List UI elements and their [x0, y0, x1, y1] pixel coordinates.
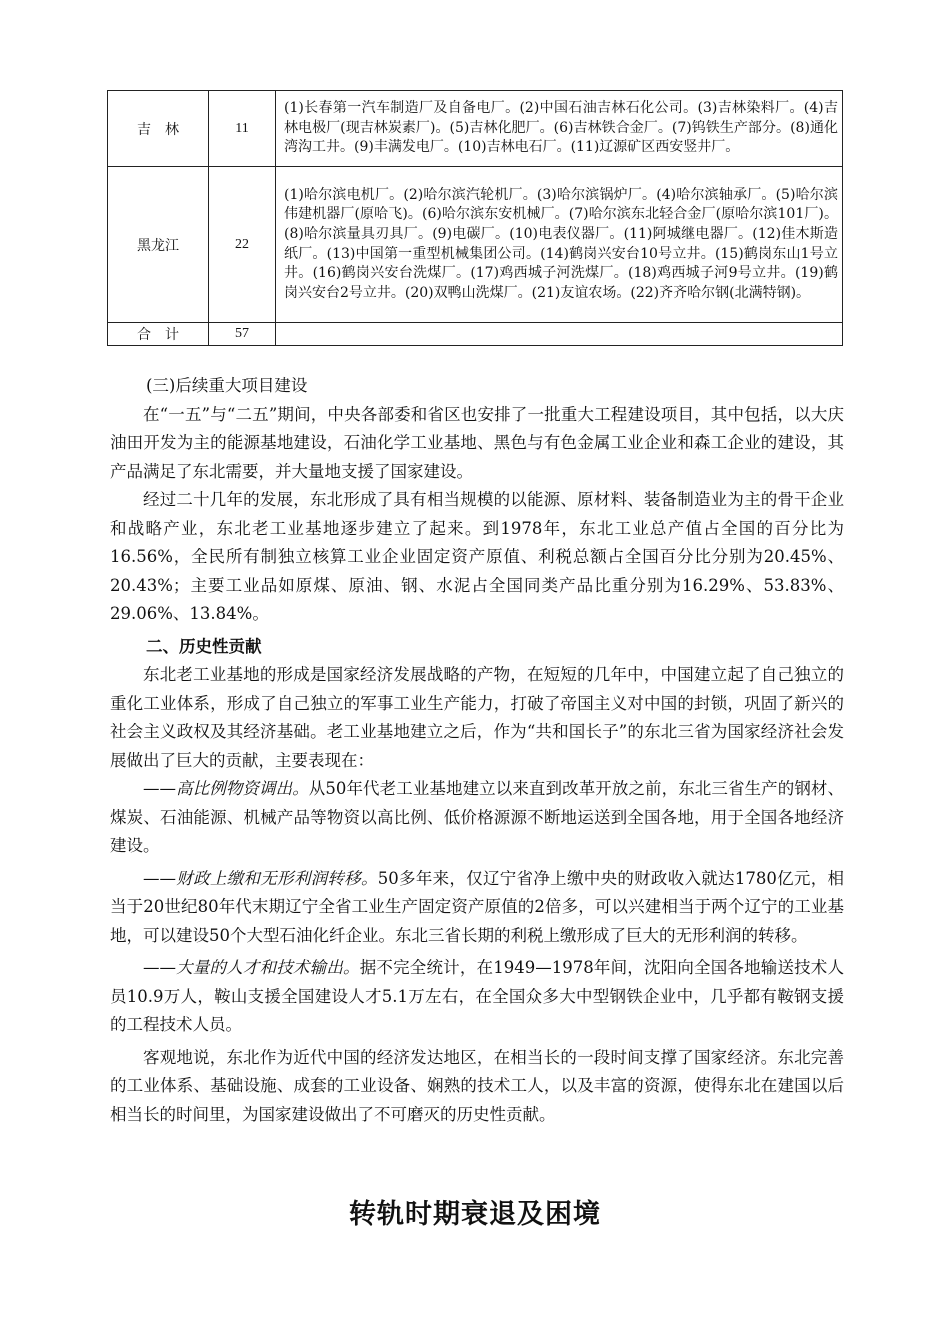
- total-count: 57: [209, 323, 276, 346]
- item-text: 50多年来，仅辽宁省净上缴中央的财政收入就达1780亿元，相当于20世纪80年代末期辽宁全省工业生产固定资产原值的2倍多，可以兴建相当于两个辽宁的工业基地，可以建设50个大型石油化纤企业。东北三省长期的利税上缴形成了巨大的无形利润的转移。: [110, 868, 844, 945]
- count-cell: 22: [209, 167, 276, 323]
- item-title: ——财政上缴和无形利润转移。: [143, 868, 378, 888]
- item-text: 从50年代老工业基地建立以来直到改革开放之前，东北三省生产的钢材、煤炭、石油能源、机械产品等物资以高比例、低价格源源不断地运送到全国各地，用于全国各地经济建设。: [110, 779, 845, 855]
- paragraph: 经过二十几年的发展，东北形成了具有相当规模的以能源、原材料、装备制造业为主的骨干企业和战略产业，东北老工业基地逐步建立了起来。到1978年，东北工业总产值占全国的百分比为16.56%，全民所有制独立核算工业企业固定资产原值、利税总额占全国百分比分别为20.45%、20.43%；主要工业品如原煤、原油、钢、水泥占全国同类产品比重分别为16.29%、53.83%、29.06%、13.84%。: [110, 490, 844, 623]
- province-cell: 黑龙江: [108, 167, 209, 323]
- table-row: [108, 167, 843, 323]
- section-heading-subsequent-projects: (三)后续重大项目建设: [146, 376, 308, 395]
- projects-table: [107, 90, 843, 346]
- projects-cell: (1)哈尔滨电机厂。(2)哈尔滨汽轮机厂。(3)哈尔滨锅炉厂。(4)哈尔滨轴承厂。(5)哈尔滨伟建机器厂(原哈飞)。(6)哈尔滨东安机械厂。(7)哈尔滨东北轻合金厂(原哈尔滨101厂)。(8)哈尔滨量具刃具厂。(9)电碳厂。(10)电表仪器厂。(11)阿城继电器厂。(12)佳木斯造纸厂。(13)中国第一重型机械集团公司。(14)鹤岗兴安台10号立井。(15)鹤岗东山1号立井。(16)鹤岗兴安台洗煤厂。(17)鸡西城子河洗煤厂。(18)鸡西城子河9号立井。(19)鹤岗兴安台2号立井。(20)双鸭山洗煤厂。(21)友谊农场。(22)齐齐哈尔钢(北满特钢)。: [276, 167, 843, 323]
- paragraph: 东北老工业基地的形成是国家经济发展战略的产物，在短短的几年中，中国建立起了自己独立的重化工业体系，形成了自己独立的军事工业生产能力，打破了帝国主义对中国的封锁，巩固了新兴的社会主义政权及其经济基础。老工业基地建立之后，作为“共和国长子”的东北三省为国家经济社会发展做出了巨大的贡献，主要表现在：: [110, 665, 844, 770]
- item-text: 据不完全统计，在1949—1978年间，沈阳向全国各地输送技术人员10.9万人，鞍山支援全国建设人才5.1万左右，在全国众多大中型钢铁企业中，几乎都有鞍钢支援的工程技术人员。: [110, 958, 844, 1034]
- table-total-row: [108, 323, 843, 346]
- item-title: ——大量的人才和技术输出。: [143, 958, 360, 977]
- count-cell: 11: [209, 91, 276, 167]
- projects-cell: (1)长春第一汽车制造厂及自备电厂。(2)中国石油吉林石化公司。(3)吉林染料厂。(4)吉林电极厂(现吉林炭素厂)。(5)吉林化肥厂。(6)吉林铁合金厂。(7)钨铁生产部分。(8)通化湾沟工井。(9)丰满发电厂。(10)吉林电石厂。(11)辽源矿区西安竖井厂。: [276, 91, 843, 167]
- list-item: [110, 775, 844, 861]
- total-label: 合 计: [108, 323, 209, 346]
- table-row: [108, 91, 843, 167]
- item-title: ——高比例物资调出。: [143, 779, 309, 798]
- list-item: [110, 865, 844, 951]
- paragraph: 在“一五”与“二五”期间，中央各部委和省区也安排了一批重大工程建设项目，其中包括，以大庆油田开发为主的能源基地建设，石油化学工业基地、黑色与有色金属工业企业和森工企业的建设，其产品满足了东北需要，并大量地支援了国家建设。: [110, 404, 844, 481]
- body-text: [110, 372, 844, 1129]
- paragraph: 客观地说，东北作为近代中国的经济发达地区，在相当长的一段时间支撑了国家经济。东北完善的工业体系、基础设施、成套的工业设备、娴熟的技术工人，以及丰富的资源，使得东北在建国以后相当长的时间里，为国家建设做出了不可磨灭的历史性贡献。: [110, 1047, 844, 1124]
- list-item: [110, 954, 844, 1040]
- total-empty-cell: [276, 323, 843, 346]
- section-heading-historical-contribution: 二、历史性贡献: [146, 636, 262, 656]
- province-cell: 吉 林: [108, 91, 209, 167]
- chapter-title: 转轨时期衰退及困境: [349, 1199, 601, 1230]
